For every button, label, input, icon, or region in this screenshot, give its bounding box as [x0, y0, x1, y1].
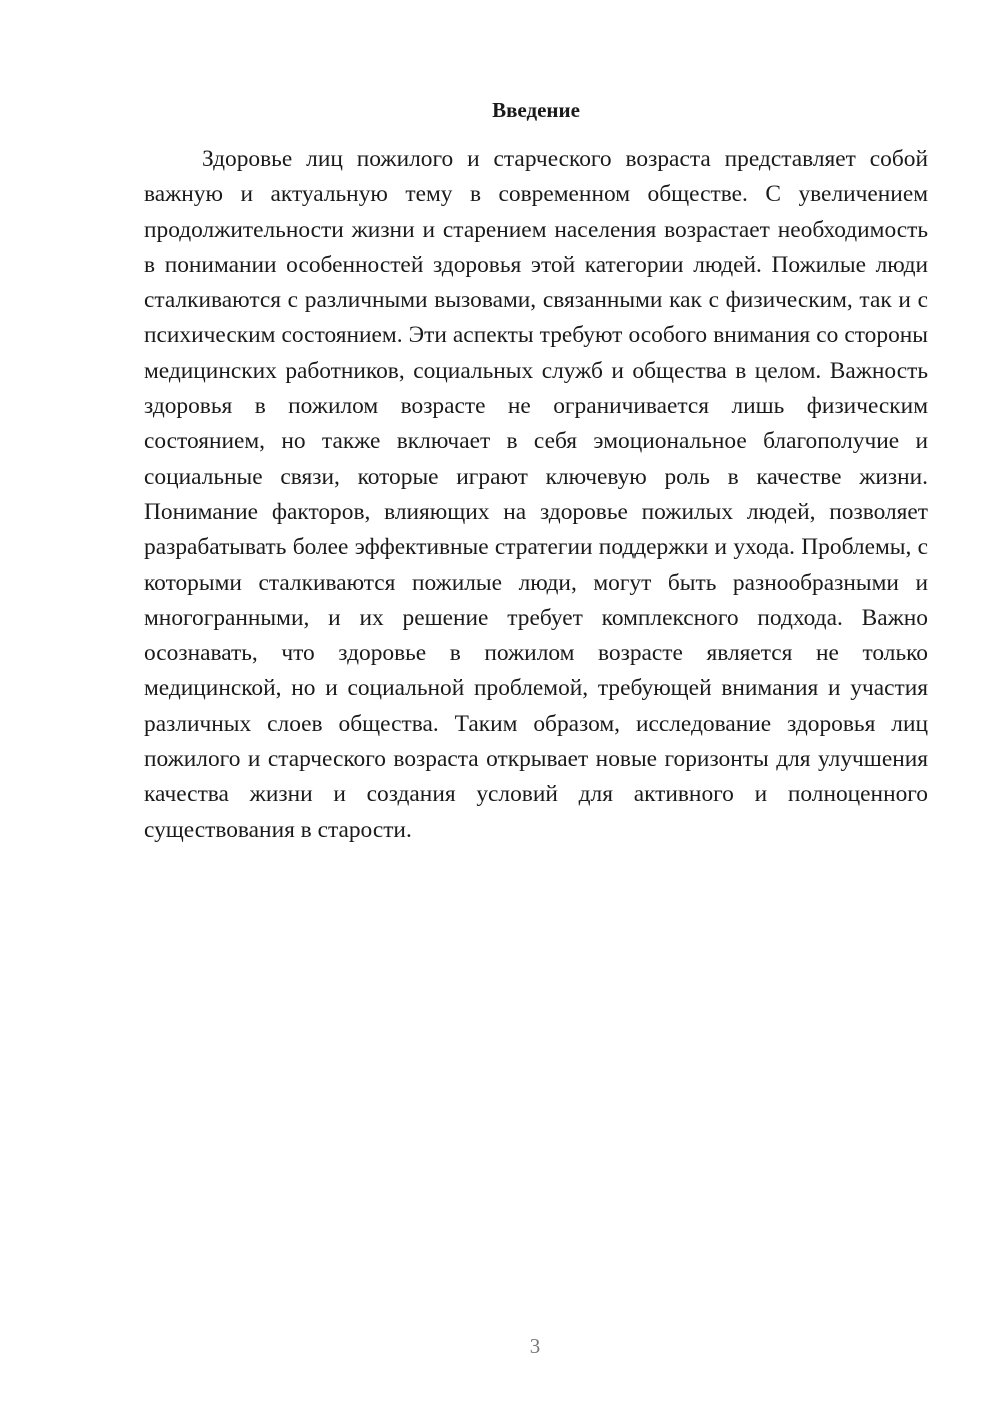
section-heading: Введение — [492, 98, 580, 122]
page-number: 3 — [529, 1334, 541, 1358]
body-paragraph: Здоровье лиц пожилого и старческого возраста представляет собой важную и актуальную тему в современном обществе. С увеличением продолжительности жизни и старением населения возрастает необходимость в понимании особенностей здоровья этой категории людей. Пожилые люди сталкиваются с различными вызовами, связанными как с физическим, так и с психическим состоянием. Эти аспекты требуют особого внимания со стороны медицинских работников, социальных служб и общества в целом. Важность здоровья в пожилом возрасте не ограничивается лишь физическим состоянием, но также включает в себя эмоциональное благополучие и социальные связи, которые играют ключевую роль в качестве жизни. Понимание факторов, влияющих на здоровье пожилых людей, позволяет разрабатывать более эффективные стратегии поддержки и ухода. Проблемы, с которыми сталкиваются пожилые люди, могут быть разнообразными и многогранными, и их решение требует комплексного подхода. Важно осознавать, что здоровье в пожилом возрасте является не только медицинской, но и социальной проблемой, требующей внимания и участия различных слоев общества. Таким образом, исследование здоровья лиц пожилого и старческого возраста открывает новые горизонты для улучшения качества жизни и создания условий для активного и полноценного существования в старости. — [144, 146, 928, 843]
